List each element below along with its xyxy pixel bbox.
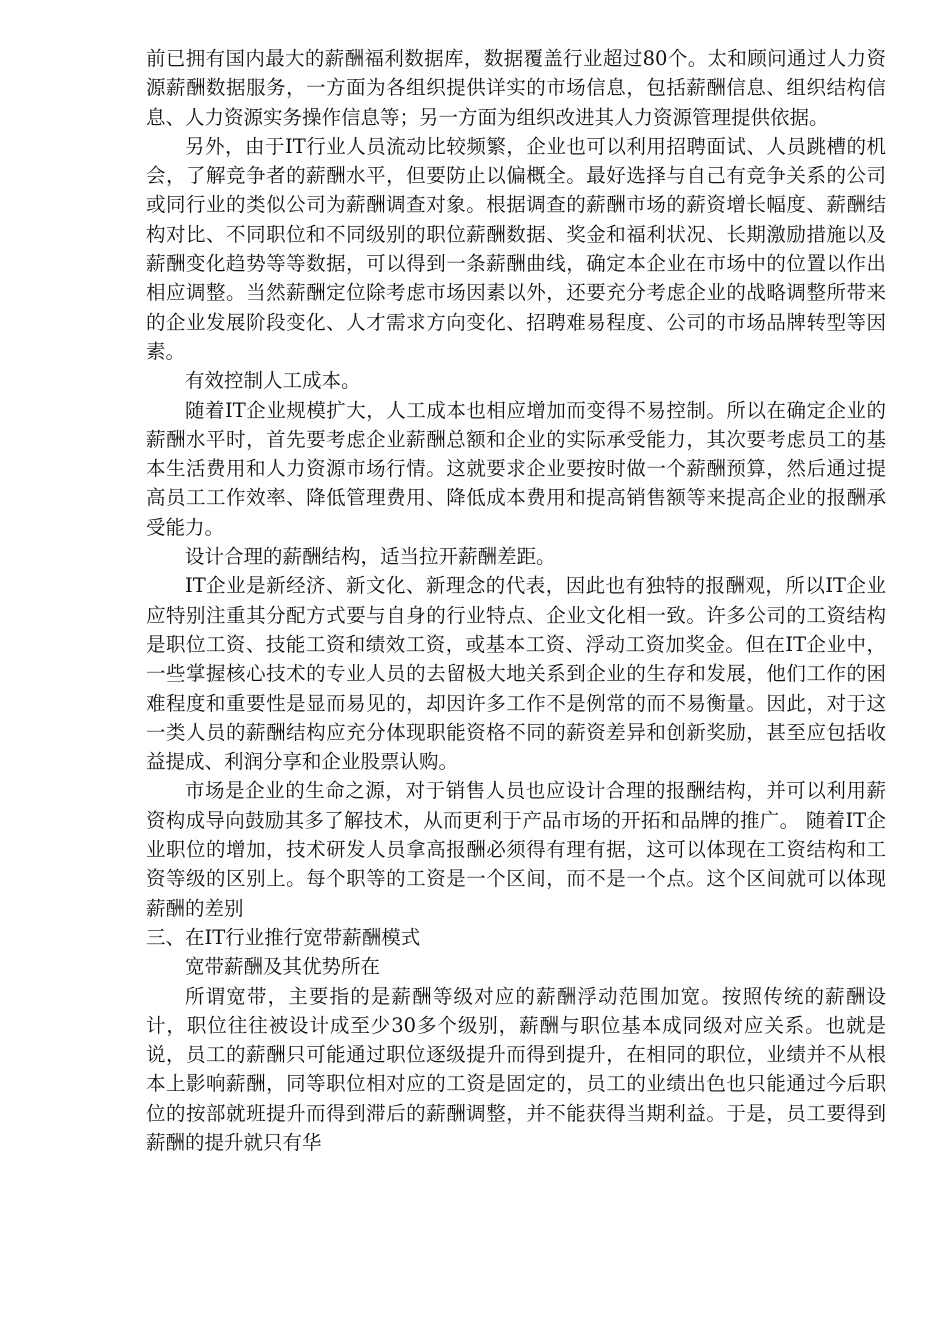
paragraph-sales-structure: 市场是企业的生命之源，对于销售人员也应设计合理的报酬结构，并可以利用薪资构成导向鼓励其多了解技术，从而更利于产品市场的开拓和品牌的推广。 随着IT企业职位的增加，技术研发人员拿高报酬必须得有理有据，这可以体现在工资结构和工资等级的区别上。每个职等的工资是一个区间，而不是一个点。这个区间就可以体现薪酬的差别 — [146, 779, 886, 920]
subheading-broadband-advantages: 宽带薪酬及其优势所在 — [185, 955, 381, 979]
document-page — [146, 44, 886, 1157]
paragraph-turnover-survey: 另外，由于IT行业人员流动比较频繁，企业也可以利用招聘面试、人员跳槽的机会，了解竞争者的薪酬水平，但要防止以偏概全。最好选择与自己有竞争关系的公司或同行业的类似公司为薪酬调查对象。根据调查的薪酬市场的薪资增长幅度、薪酬结构对比、不同职位和不同级别的职位薪酬数据、奖金和福利状况、长期激励措施以及薪酬变化趋势等等数据，可以得到一条薪酬曲线，确定本企业在市场中的位置以作出相应调整。当然薪酬定位除考虑市场因素以外，还要充分考虑企业的战略调整所带来的企业发展阶段变化、人才需求方向变化、招聘难易程度、公司的市场品牌转型等因素。 — [146, 134, 886, 363]
subheading-control-labor-cost: 有效控制人工成本。 — [185, 369, 361, 393]
paragraph-it-enterprise-structure: IT企业是新经济、新文化、新理念的代表，因此也有独特的报酬观，所以IT企业应特别注重其分配方式要与自身的行业特点、企业文化相一致。许多公司的工资结构是职位工资、技能工资和绩效工资，或基本工资、浮动工资加奖金。但在IT企业中，一些掌握核心技术的专业人员的去留极大地关系到企业的生存和发展，他们工作的困难程度和重要性是显而易见的，却因许多工作不是例常的而不易衡量。因此，对于这一类人员的薪酬结构应充分体现职能资格不同的薪资差异和创新奖励，甚至应包括收益提成、利润分享和企业股票认购。 — [146, 574, 886, 774]
paragraph-labor-cost: 随着IT企业规模扩大，人工成本也相应增加而变得不易控制。所以在确定企业的薪酬水平时，首先要考虑企业薪酬总额和企业的实际承受能力，其次要考虑员工的基本生活费用和人力资源市场行情。这就要求企业要按时做一个薪酬预算，然后通过提高员工工作效率、降低管理费用、降低成本费用和提高销售额等来提高企业的报酬承受能力。 — [146, 398, 886, 539]
section-heading-broadband: 三、在IT行业推行宽带薪酬模式 — [146, 925, 421, 949]
paragraph-intro-continuation: 前已拥有国内最大的薪酬福利数据库，数据覆盖行业超过80个。太和顾问通过人力资源薪酬数据服务，一方面为各组织提供详实的市场信息，包括薪酬信息、组织结构信息、人力资源实务操作信息等；另一方面为组织改进其人力资源管理提供依据。 — [146, 47, 886, 129]
subheading-salary-structure: 设计合理的薪酬结构，适当拉开薪酬差距。 — [185, 545, 556, 569]
paragraph-broadband-definition: 所谓宽带，主要指的是薪酬等级对应的薪酬浮动范围加宽。按照传统的薪酬设计，职位往往被设计成至少30多个级别，薪酬与职位基本成同级对应关系。也就是说，员工的薪酬只可能通过职位逐级提升而得到提升，在相同的职位，业绩并不从根本上影响薪酬，同等职位相对应的工资是固定的，员工的业绩出色也只能通过今后职位的按部就班提升而得到滞后的薪酬调整，并不能获得当期利益。于是，员工要得到薪酬的提升就只有华 — [146, 984, 886, 1154]
